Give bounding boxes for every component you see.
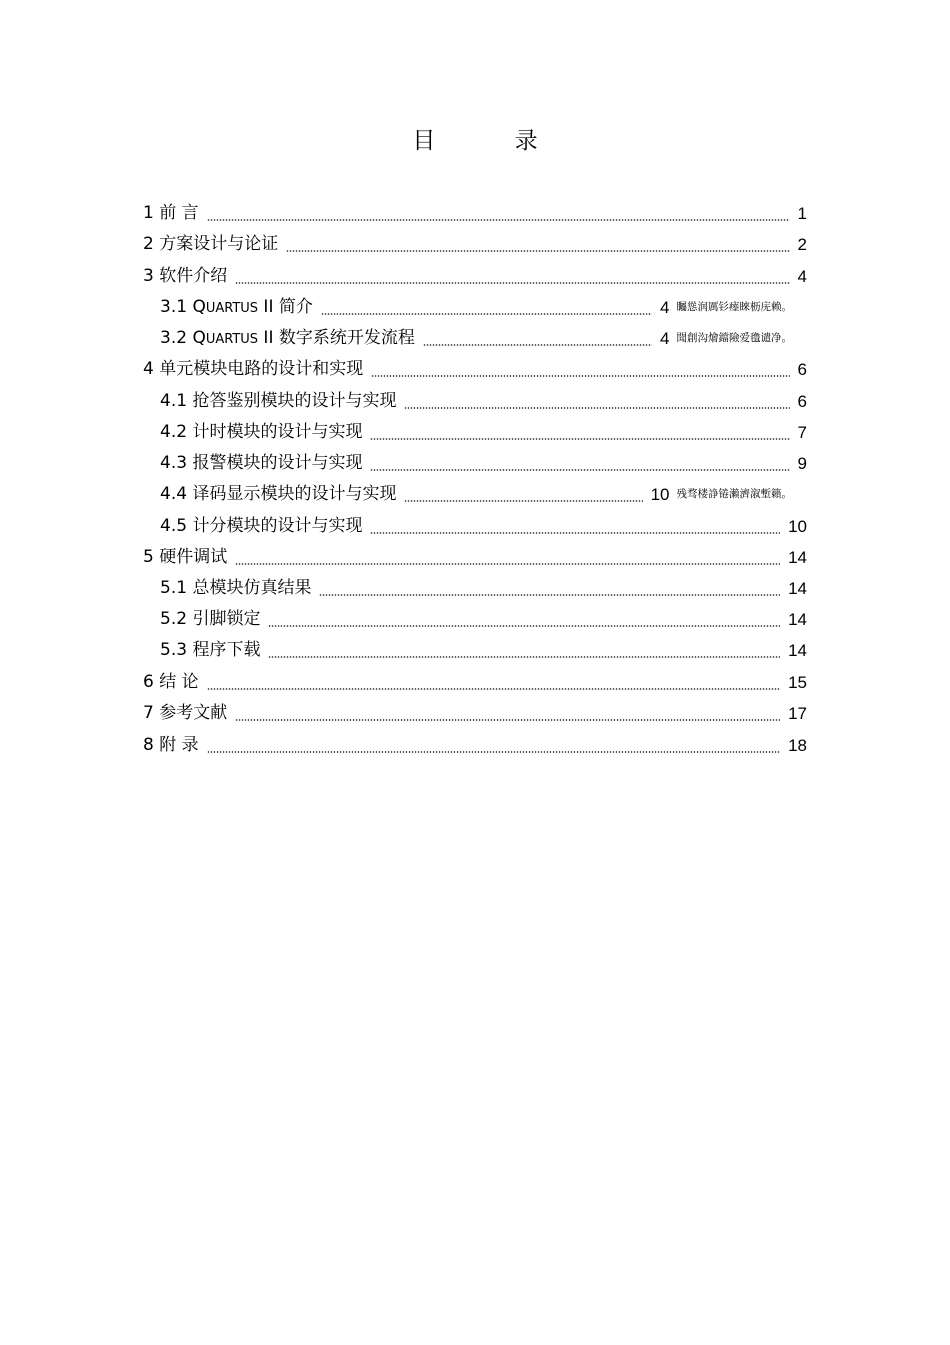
toc-entry-label: 5.3 程序下载 — [160, 640, 261, 660]
toc-entry[interactable] — [160, 292, 792, 323]
toc-entry-label: 4.4 译码显示模块的设计与实现 — [160, 484, 397, 504]
toc-leader-dots — [235, 563, 780, 565]
toc-leader-dots — [370, 532, 780, 534]
toc-leader-dots — [404, 407, 789, 409]
label-prefix: 3.2 Q — [160, 327, 206, 348]
toc-leader-dots — [268, 625, 780, 627]
toc-entry[interactable] — [160, 511, 807, 542]
toc-leader-dots — [207, 751, 780, 753]
toc-entry-page: 14 — [788, 548, 807, 567]
label-prefix: 3.1 Q — [160, 296, 206, 317]
toc-entry[interactable] — [143, 698, 807, 729]
toc-entry-label: 4.5 计分模块的设计与实现 — [160, 516, 363, 536]
toc-entry-page: 9 — [797, 454, 807, 473]
toc-entry[interactable] — [143, 730, 807, 761]
toc-entry[interactable] — [160, 386, 807, 417]
label-smallcaps: UARTUS — [205, 300, 259, 316]
toc-entry-label: 6 结 论 — [143, 672, 199, 692]
toc-entry-label: 2 方案设计与论证 — [143, 234, 279, 254]
toc-entry-label: 3 软件介绍 — [143, 266, 228, 286]
toc-entry[interactable] — [160, 573, 807, 604]
toc-leader-dots — [268, 656, 780, 658]
toc-leader-dots — [370, 469, 789, 471]
toc-leader-dots — [319, 594, 780, 596]
toc-entry[interactable] — [143, 261, 807, 292]
toc-entry-label: 5.1 总模块仿真结果 — [160, 578, 312, 598]
toc-entry-page: 14 — [788, 641, 807, 660]
toc-entry-page: 17 — [788, 704, 807, 723]
toc-entry[interactable] — [160, 604, 807, 635]
toc-entry-label: 4.1 抢答鉴别模块的设计与实现 — [160, 391, 397, 411]
toc-leader-dots — [370, 438, 789, 440]
toc-leader-dots — [371, 375, 789, 377]
toc-entry-label: 4.2 计时模块的设计与实现 — [160, 422, 363, 442]
toc-leader-dots — [423, 344, 652, 346]
toc-entry[interactable] — [160, 448, 807, 479]
toc-entry-page: 18 — [788, 736, 807, 755]
toc-entry-extra: 矚慫润厲钐瘗睞枥庑赖。 — [676, 301, 792, 313]
toc-leader-dots — [286, 250, 789, 252]
toc-entry-page: 4 — [660, 298, 670, 317]
toc-entry-page: 2 — [797, 235, 807, 254]
label-suffix: II 数字系统开发流程 — [258, 327, 415, 348]
toc-entry-page: 4 — [660, 329, 670, 348]
toc-entry[interactable] — [143, 229, 807, 260]
toc-entry-label: 1 前 言 — [143, 203, 199, 223]
toc-entry-label: 8 附 录 — [143, 735, 199, 755]
toc-leader-dots — [235, 282, 789, 284]
label-suffix: II 简介 — [258, 296, 313, 317]
label-smallcaps: UARTUS — [205, 331, 259, 347]
toc-entry-page: 10 — [650, 485, 670, 504]
toc-entry[interactable] — [143, 198, 807, 229]
toc-entry-page: 14 — [788, 610, 807, 629]
toc-entry-page: 1 — [797, 204, 807, 223]
toc-entry-extra: 聞創沟燴鐺險爱氇谴净。 — [676, 332, 792, 344]
toc-entry-label: 4 单元模块电路的设计和实现 — [143, 359, 364, 379]
toc-entry[interactable] — [143, 354, 807, 385]
toc-entry[interactable] — [160, 635, 807, 666]
toc-leader-dots — [404, 500, 642, 502]
toc-entry-page: 14 — [788, 579, 807, 598]
toc-entry-page: 7 — [797, 423, 807, 442]
toc-entry-label — [160, 323, 415, 355]
toc-entry-label: 5 硬件调试 — [143, 547, 228, 567]
toc-leader-dots — [207, 688, 780, 690]
toc-entry-page: 6 — [797, 360, 807, 379]
toc-entry-page: 15 — [788, 673, 807, 692]
toc-entry-label: 7 参考文献 — [143, 703, 228, 723]
toc-entry-page: 10 — [788, 517, 807, 536]
toc-entry-label — [160, 292, 313, 324]
toc-entry-extra: 残骛楼諍锩瀨濟溆塹籟。 — [676, 488, 792, 500]
toc-entry[interactable] — [160, 479, 792, 510]
toc-leader-dots — [321, 313, 652, 315]
toc-entry-page: 4 — [797, 267, 807, 286]
toc-entry[interactable] — [143, 667, 807, 698]
toc-leader-dots — [207, 219, 790, 221]
toc-leader-dots — [235, 719, 780, 721]
toc-entry[interactable] — [143, 542, 807, 573]
toc-entry-label: 4.3 报警模块的设计与实现 — [160, 453, 363, 473]
page-title: 目 录 — [412, 128, 574, 154]
toc-entry[interactable] — [160, 417, 807, 448]
toc-entry-page: 6 — [797, 392, 807, 411]
toc-entry-label: 5.2 引脚锁定 — [160, 609, 261, 629]
toc-entry[interactable] — [160, 323, 792, 354]
